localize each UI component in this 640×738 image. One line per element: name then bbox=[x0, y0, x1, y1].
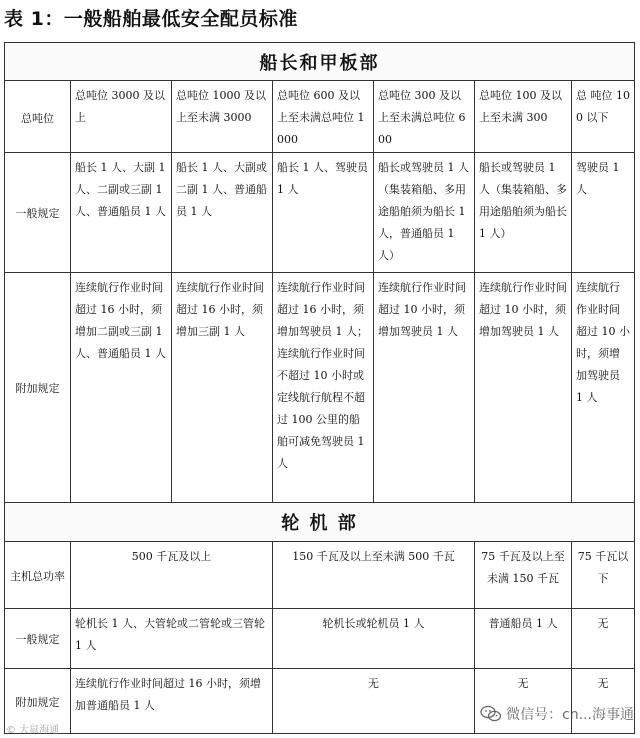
engine-section-title: 轮 机 部 bbox=[5, 503, 635, 541]
tonnage-cell: 总吨位 100 及以上至未满 300 bbox=[475, 81, 572, 153]
tonnage-cell: 总 吨位 100 以下 bbox=[572, 81, 635, 153]
source-watermark: © 大鼠海通 bbox=[6, 725, 60, 736]
deck-general-cell: 船长 1 人、大副 1 人、二副或三副 1 人、普通船员 1 人 bbox=[71, 153, 172, 272]
deck-extra-cell: 连续航行作业时间超过 10 小时，须增加驾驶员 1 人 bbox=[572, 272, 635, 503]
deck-section-title: 船长和甲板部 bbox=[5, 43, 635, 81]
engine-general-cell: 轮机长 1 人、大管轮或二管轮或三管轮 1 人 bbox=[71, 608, 273, 669]
deck-general-cell: 驾驶员 1 人 bbox=[572, 153, 635, 272]
power-label: 主机总功率 bbox=[5, 541, 71, 608]
tonnage-cell: 总吨位 300 及以上至未满总吨位 600 bbox=[374, 81, 475, 153]
engine-extra-cell: 无 bbox=[273, 669, 475, 734]
deck-extra-cell: 连续航行作业时间超过 10 小时，须增加驾驶员 1 人 bbox=[374, 272, 475, 503]
deck-extra-cell: 连续航行作业时间超过 16 小时，须增加二副或三副 1 人、普通船员 1 人 bbox=[71, 272, 172, 503]
engine-extra-label: 附加规定 bbox=[5, 669, 71, 734]
tonnage-cell: 总吨位 1000 及以上至未满 3000 bbox=[172, 81, 273, 153]
table-caption: 表 1：一般船舶最低安全配员标准 bbox=[4, 8, 298, 30]
deck-extra-cell: 连续航行作业时间超过 10 小时，须增加驾驶员 1 人 bbox=[475, 272, 572, 503]
wechat-watermark-text: 微信号：cn...海事通 bbox=[506, 707, 634, 723]
engine-general-cell: 普通船员 1 人 bbox=[475, 608, 572, 669]
deck-extra-cell: 连续航行作业时间超过 16 小时，须增加驾驶员 1 人；连续航行作业时间不超过 10 小时或定线航行航程不超过 100 公里的船舶可减免驾驶员 1 人 bbox=[273, 272, 374, 503]
engine-general-cell: 轮机长或轮机员 1 人 bbox=[273, 608, 475, 669]
tonnage-cell: 总吨位 3000 及以上 bbox=[71, 81, 172, 153]
deck-extra-cell: 连续航行作业时间超过 16 小时，须增加三副 1 人 bbox=[172, 272, 273, 503]
engine-general-label: 一般规定 bbox=[5, 608, 71, 669]
deck-general-cell: 船长或驾驶员 1 人（集装箱船、多用途船舶须为船长 1 人，普通船员 1 人） bbox=[374, 153, 475, 272]
engine-extra-cell: 无 bbox=[475, 669, 572, 734]
power-cell: 150 千瓦及以上至未满 500 千瓦 bbox=[273, 541, 475, 608]
deck-general-cell: 船长或驾驶员 1 人（集装箱船、多用途船舶须为船长 1 人） bbox=[475, 153, 572, 272]
power-cell: 75 千瓦以下 bbox=[572, 541, 635, 608]
crew-standard-table bbox=[4, 42, 635, 734]
engine-extra-cell: 无 bbox=[572, 669, 635, 734]
engine-general-cell: 无 bbox=[572, 608, 635, 669]
tonnage-cell: 总吨位 600 及以上至未满总吨位 1000 bbox=[273, 81, 374, 153]
tonnage-label: 总吨位 bbox=[5, 81, 71, 153]
power-cell: 500 千瓦及以上 bbox=[71, 541, 273, 608]
deck-general-cell: 船长 1 人、大副或二副 1 人、普通船员 1 人 bbox=[172, 153, 273, 272]
power-cell: 75 千瓦及以上至未满 150 千瓦 bbox=[475, 541, 572, 608]
deck-general-label: 一般规定 bbox=[5, 153, 71, 272]
engine-extra-cell: 连续航行作业时间超过 16 小时，须增加普通船员 1 人 bbox=[71, 669, 273, 734]
deck-general-cell: 船长 1 人、驾驶员 1 人 bbox=[273, 153, 374, 272]
deck-extra-label: 附加规定 bbox=[5, 272, 71, 503]
